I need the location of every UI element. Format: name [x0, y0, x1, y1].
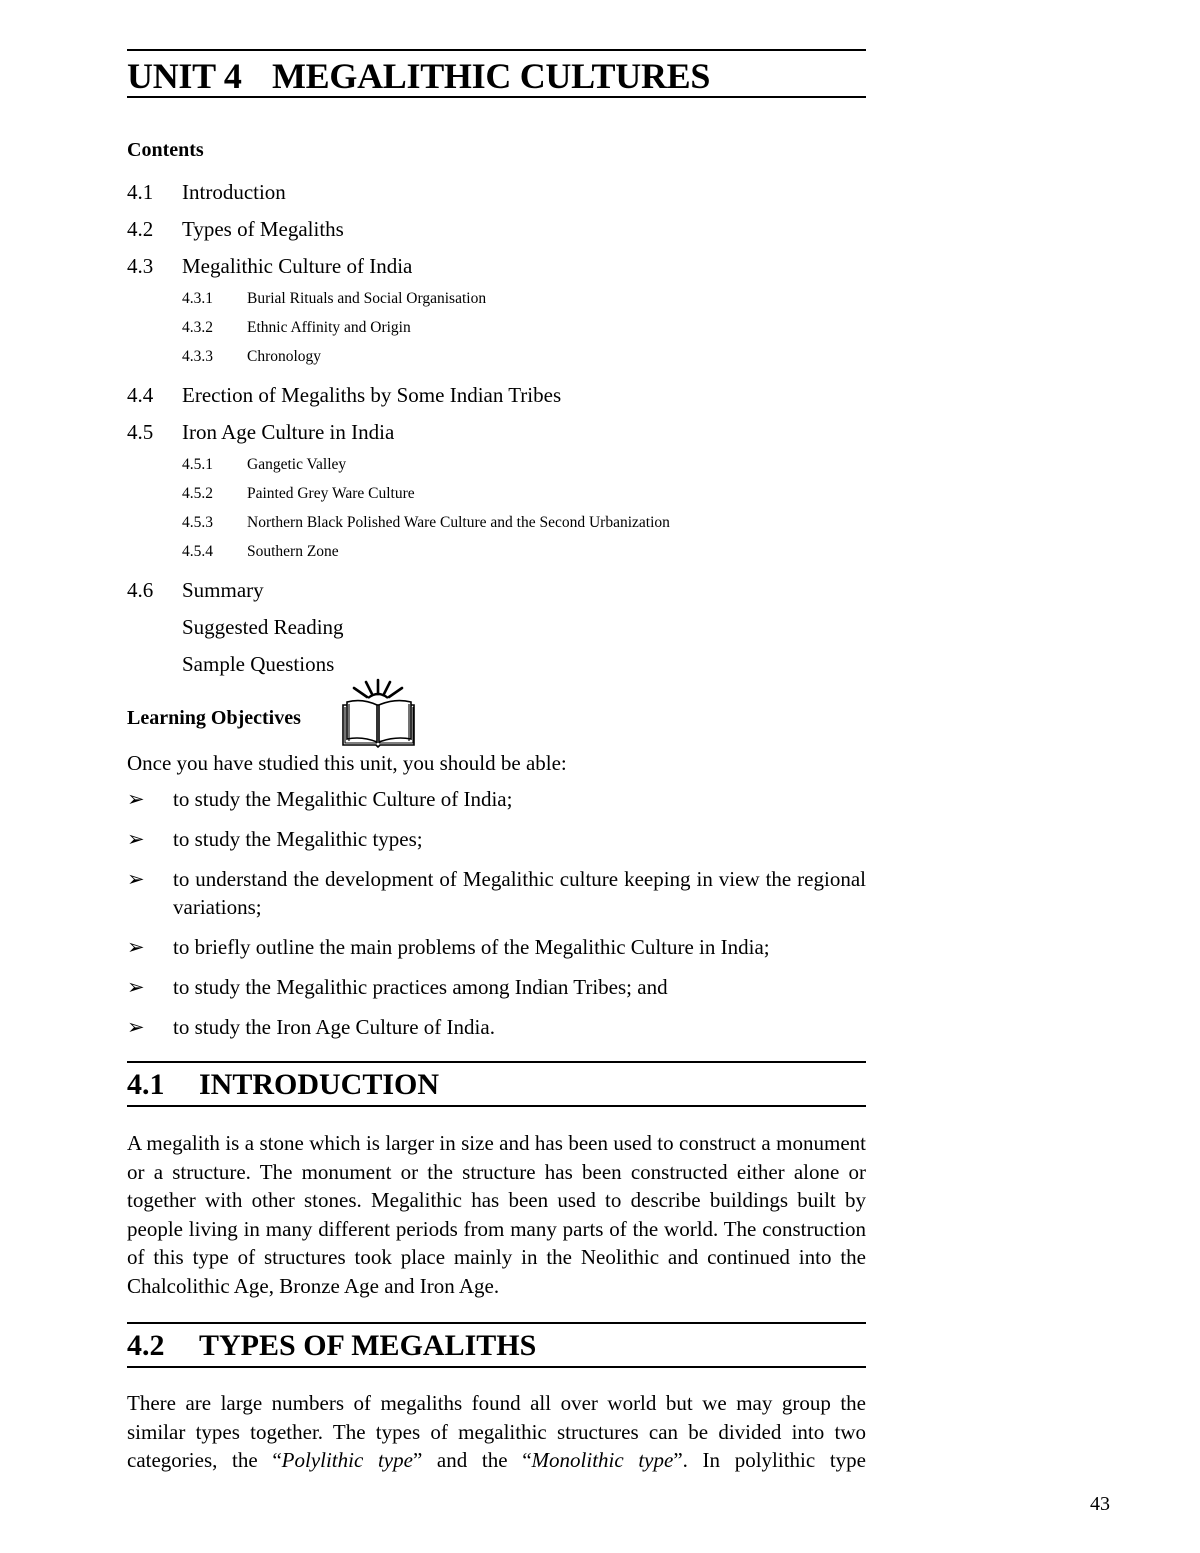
toc-item — [127, 175, 866, 212]
objective-item — [127, 865, 866, 921]
introduction-paragraph: A megalith is a stone which is larger in size and has been used to construct a monument or a structure. The monument or the structure has been constructed either alone or together with other stones. Megalithic has been used to describe buildings built by people living in many different periods from many parts of the world. The construction of this type of structures took place mainly in the Neolithic and continued into the Chalcolithic Age, Bronze Age and Iron Age. — [127, 1131, 866, 1298]
page-number: 43 — [1090, 1493, 1110, 1515]
learning-objectives-heading: Learning Objectives — [127, 707, 301, 729]
toc-item-title: Northern Black Polished Ware Culture and the Second Urbanization — [247, 514, 670, 531]
types-text-start: There are large numbers of megaliths found all over world but we may group the similar types together. The types of megalithic structures can be divided into two categories, the “ — [127, 1391, 866, 1472]
toc-item-title: Suggested Reading — [182, 615, 344, 639]
toc-item — [127, 452, 866, 481]
toc-item — [127, 647, 866, 684]
toc-item-number: 4.4 — [127, 383, 154, 407]
toc-item-title: Burial Rituals and Social Organisation — [247, 290, 487, 307]
toc-item — [127, 481, 866, 510]
objective-item — [127, 1013, 866, 1041]
toc-item — [127, 212, 866, 249]
objective-text: to briefly outline the main problems of the Megalithic Culture in India; — [173, 935, 770, 959]
arrow-bullet-icon: ➢ — [127, 867, 145, 891]
toc-item — [127, 415, 866, 452]
toc-item — [127, 539, 866, 568]
toc-item-title: Megalithic Culture of India — [182, 254, 413, 278]
section-title: INTRODUCTION — [199, 1068, 440, 1101]
open-book-icon — [340, 672, 418, 748]
toc-item-number: 4.6 — [127, 578, 154, 602]
objective-item — [127, 933, 866, 961]
section-4-2-top-rule — [127, 1322, 866, 1324]
toc-item-title: Ethnic Affinity and Origin — [247, 319, 411, 336]
toc-item-number: 4.3.2 — [182, 319, 213, 336]
toc-item-title: Iron Age Culture in India — [182, 420, 395, 444]
toc-item-title: Painted Grey Ware Culture — [247, 485, 415, 502]
objectives-list — [127, 785, 866, 1053]
toc-item-title: Introduction — [182, 180, 286, 204]
toc-item — [127, 315, 866, 344]
objective-text: to study the Megalithic practices among Indian Tribes; and — [173, 975, 668, 999]
toc-item — [127, 378, 866, 415]
toc-item-number: 4.5.3 — [182, 514, 213, 531]
toc-item-title: Chronology — [247, 348, 322, 365]
title-bottom-rule — [127, 96, 866, 98]
section-4-2-bottom-rule — [127, 1366, 866, 1368]
toc-item-title: Types of Megaliths — [182, 217, 344, 241]
toc-item-number: 4.5 — [127, 420, 154, 444]
toc-item — [127, 249, 866, 286]
title-top-rule — [127, 49, 866, 51]
section-number: 4.1 — [127, 1068, 165, 1101]
section-4-1-bottom-rule — [127, 1105, 866, 1107]
toc-item-title: Southern Zone — [247, 543, 339, 560]
arrow-bullet-icon: ➢ — [127, 827, 145, 851]
toc-item-number: 4.5.1 — [182, 456, 213, 473]
section-4-2-heading — [127, 1329, 536, 1363]
objective-text: to study the Megalithic Culture of India; — [173, 787, 513, 811]
objective-item — [127, 785, 866, 813]
objectives-intro: Once you have studied this unit, you should be able: — [127, 751, 567, 775]
toc-item-number: 4.2 — [127, 217, 154, 241]
types-text-mid: ” and the “ — [412, 1448, 532, 1472]
objective-text: to study the Megalithic types; — [173, 827, 423, 851]
unit-number: UNIT 4 — [127, 56, 242, 96]
section-title: TYPES OF MEGALITHS — [199, 1329, 537, 1362]
monolithic-term: Monolithic type — [531, 1448, 674, 1472]
toc-item-number: 4.5.4 — [182, 543, 213, 560]
toc-item-number: 4.1 — [127, 180, 154, 204]
toc-item-title: Summary — [182, 578, 264, 602]
toc-item — [127, 510, 866, 539]
toc-item-number: 4.3.3 — [182, 348, 213, 365]
toc-item — [127, 610, 866, 647]
toc-item — [127, 286, 866, 315]
toc-item-number: 4.3.1 — [182, 290, 213, 307]
arrow-bullet-icon: ➢ — [127, 787, 145, 811]
unit-title — [127, 55, 710, 97]
toc-item-number: 4.5.2 — [182, 485, 213, 502]
contents-heading: Contents — [127, 139, 204, 161]
toc-item-title: Gangetic Valley — [247, 456, 347, 473]
toc-item-title: Erection of Megaliths by Some Indian Tribes — [182, 383, 562, 407]
toc-item — [127, 573, 866, 610]
objective-item — [127, 825, 866, 853]
unit-title-text: MEGALITHIC CULTURES — [272, 56, 711, 96]
types-paragraph — [127, 1389, 866, 1475]
arrow-bullet-icon: ➢ — [127, 935, 145, 959]
objective-text: to understand the development of Megalithic culture keeping in view the regional variations; — [173, 867, 866, 919]
polylithic-term: Polylithic type — [281, 1448, 413, 1472]
section-number: 4.2 — [127, 1329, 165, 1362]
table-of-contents — [127, 175, 866, 684]
types-text-end: ”. In polylithic type — [673, 1448, 867, 1472]
section-4-1-heading — [127, 1068, 439, 1102]
objective-item — [127, 973, 866, 1001]
objective-text: to study the Iron Age Culture of India. — [173, 1015, 495, 1039]
toc-item — [127, 344, 866, 373]
toc-item-number: 4.3 — [127, 254, 154, 278]
toc-item-title: Sample Questions — [182, 652, 335, 676]
section-4-1-top-rule — [127, 1061, 866, 1063]
arrow-bullet-icon: ➢ — [127, 1015, 145, 1039]
arrow-bullet-icon: ➢ — [127, 975, 145, 999]
